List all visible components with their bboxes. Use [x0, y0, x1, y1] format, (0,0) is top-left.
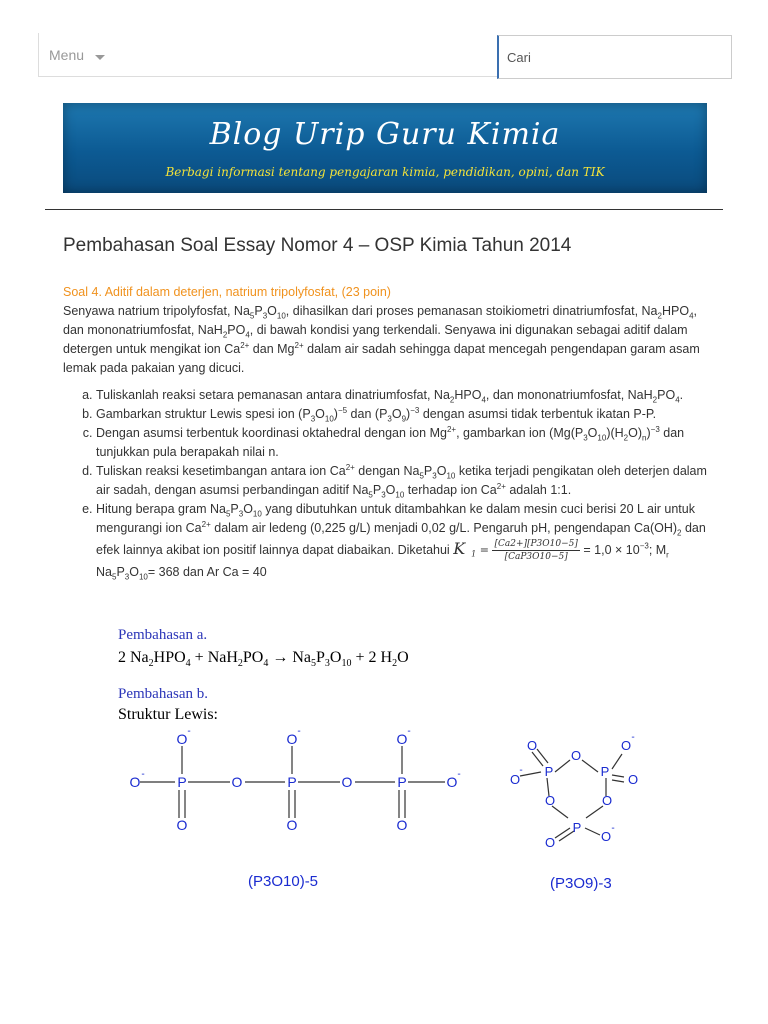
- task-d: d. Tuliskan reaksi kesetimbangan antara ion $Ca^{2+}$ dengan $Na_5P_3O_{10}$ ketika terjadi pengikatan oleh deterjen dalam air sadah, dengan asumsi perbandingan aditif $Na_5P_3O_{10}$ terhadap ion $Ca^{2+}$ adalah 1:1.: [96, 462, 713, 500]
- solution-a-heading: Pembahasan a.: [118, 627, 208, 643]
- atom-o: O: [509, 772, 521, 787]
- lewis-structure-label: Struktur Lewis:: [118, 706, 218, 723]
- question-heading: Soal 4. Aditif dalam deterjen, natrium tripolyfosfat, (23 poin): [63, 285, 391, 299]
- atom-o: O: [544, 793, 556, 808]
- atom-o: O: [396, 817, 408, 833]
- task-e: e. Hitung berapa gram $Na_5P_3O_{10}$ yang dibutuhkan untuk ditambahkan ke dalam mesin cuci berisi 20 L air untuk mengurangi ion $Ca^{2+}$ dalam air ledeng (0,225 g/L) menjadi 0,02 g/L. Pengaruh pH, pengendapan $Ca(OH)_2$ dan efek lainnya akibat ion positif lainnya dapat diabaikan. Diketahui K $_1$ = $\frac{[Ca2+][P3O10-5]}{\text{[CaP3O10−5]}}$ = $1,0 \times 10^{-3}$; $M_r$ $Na_5P_3O_{10}= 368$ dan Ar Ca = 40: [96, 500, 713, 582]
- atom-p: P: [572, 820, 582, 835]
- atom-p: P: [600, 764, 610, 779]
- atom-o: O: [526, 738, 538, 753]
- linear-ion-label: (P3O10)-5: [248, 873, 319, 890]
- post-title: Pembahasan Soal Essay Nomor 4 – OSP Kimia Tahun 2014: [63, 235, 572, 256]
- atom-o: O: [544, 835, 556, 850]
- site-title: Blog Urip Guru Kimia: [209, 117, 561, 152]
- atom-o: O: [176, 817, 188, 833]
- atom-o: O: [286, 731, 298, 747]
- atom-p: P: [397, 774, 407, 790]
- equilibrium-constant-formula: K $_1$ = $\frac{[Ca2+][P3O10-5]}{\text{[CaP3O10−5]}}$: [453, 538, 578, 562]
- atom-o: O: [231, 774, 243, 790]
- atom-o: O: [341, 774, 353, 790]
- negative-charge: -: [519, 765, 523, 776]
- menu-label: Menu: [49, 47, 85, 63]
- atom-o: O: [446, 774, 458, 790]
- menu-dropdown-button[interactable]: [38, 33, 498, 77]
- task-b: b. Gambarkan struktur Lewis spesi ion $(P_3O_{10})^{-5}$ dan $(P_3O_9)^{-3}$ dengan asumsi tidak terbentuk ikatan P-P.: [96, 405, 713, 424]
- negative-charge: -: [297, 726, 301, 737]
- atom-o: O: [570, 748, 582, 763]
- site-tagline: Berbagi informasi tentang pengajaran kimia, pendidikan, opini, dan TIK: [165, 165, 605, 179]
- atom-o: O: [601, 793, 613, 808]
- question-intro: Senyawa natrium tripolyfosfat, $Na_5P_3O_{10}$, dihasilkan dari proses pemanasan stoikiometri dinatriumfosfat, $Na_2HPO_4$, dan mononatriumfosfat, $NaH_2PO_4$, di bawah kondisi yang terkendali. Senyawa ini digunakan sebagai aditif dalam detergen untuk mengikat ion $Ca^{2+}$ dan $Mg^{2+}$ dalam air sadah sehingga dapat mencegah pengendapan garam asam lemak pada pakaian yang dicuci.: [63, 304, 700, 375]
- negative-charge: -: [407, 726, 411, 737]
- top-navigation: [38, 33, 732, 79]
- negative-charge: -: [611, 823, 615, 834]
- cyclic-ion-label: (P3O9)-3: [550, 875, 612, 892]
- linear-atoms: [130, 726, 461, 833]
- atom-o: O: [600, 829, 612, 844]
- atom-o: O: [286, 817, 298, 833]
- atom-o: O: [627, 772, 639, 787]
- header-divider: [45, 209, 723, 210]
- atom-p: P: [544, 764, 554, 779]
- search-input[interactable]: [497, 35, 732, 79]
- task-list: [63, 386, 713, 582]
- atom-o: O: [396, 731, 408, 747]
- atom-p: P: [287, 774, 297, 790]
- caret-down-icon: [95, 55, 105, 60]
- task-a: a. Tuliskanlah reaksi setara pemanasan antara dinatriumfosfat, $Na_2HPO_4$, dan mononatriumfosfat, $NaH_2PO_4$.: [96, 386, 713, 405]
- atom-o: O: [176, 731, 188, 747]
- lewis-structure-diagram: [100, 720, 660, 900]
- negative-charge: -: [187, 726, 191, 737]
- atom-o: O: [129, 774, 141, 790]
- post-content: [63, 283, 713, 582]
- negative-charge: -: [631, 732, 635, 743]
- solution-b-heading: Pembahasan b.: [118, 686, 208, 702]
- atom-p: P: [177, 774, 187, 790]
- atom-o: O: [620, 738, 632, 753]
- task-c: c. Dengan asumsi terbentuk koordinasi oktahedral dengan ion $Mg^{2+}$, gambarkan ion $(Mg(P_3O_{10})(H_2O)_n)^{-3}$ dan tunjukkan pula berapakah nilai n.: [96, 424, 713, 462]
- cyclic-atoms: [510, 732, 638, 850]
- solution-a-equation: 2 $Na_2HPO_4 + NaH_2PO_4 \to Na_5P_3O_{10} + 2$ $H_2O$: [118, 649, 409, 670]
- negative-charge: -: [141, 769, 145, 780]
- negative-charge: -: [457, 769, 461, 780]
- site-banner[interactable]: [63, 103, 707, 193]
